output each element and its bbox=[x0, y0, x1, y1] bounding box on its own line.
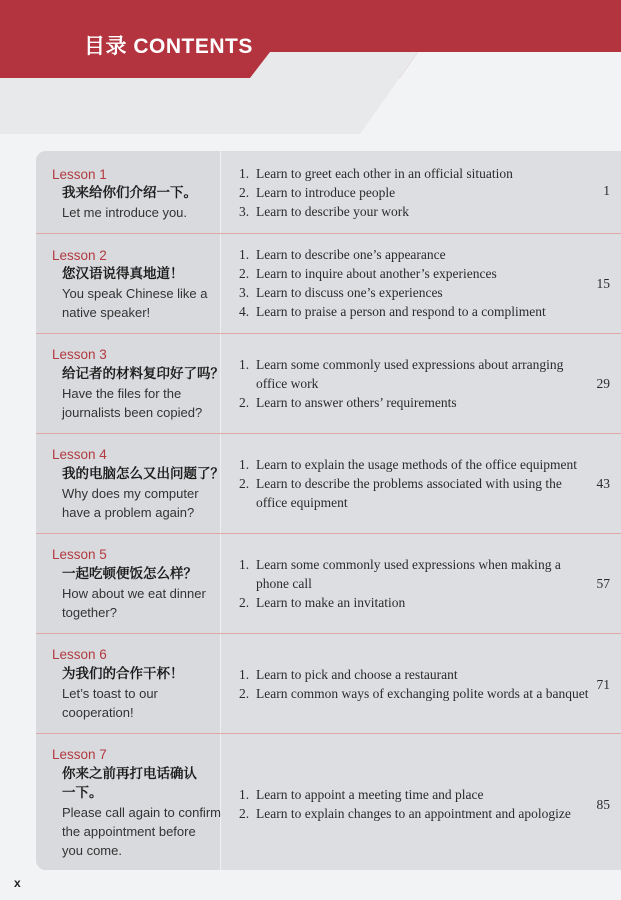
objective-item bbox=[239, 302, 594, 321]
lesson-title-cn-line: 为我们的合作干杯！ bbox=[62, 666, 184, 682]
lesson-title-en bbox=[62, 584, 206, 622]
objective-number: 3. bbox=[239, 204, 250, 219]
lesson-number: Lesson 4 bbox=[52, 447, 107, 462]
lesson-title-en-line: cooperation! bbox=[62, 705, 134, 720]
objective-item bbox=[239, 684, 594, 703]
objective-item bbox=[239, 355, 594, 374]
lesson-title-en-line: you come. bbox=[62, 843, 122, 858]
lesson-row-6[interactable] bbox=[36, 634, 621, 734]
objective-number: 2. bbox=[239, 595, 250, 610]
lesson-title-cn bbox=[62, 184, 197, 203]
lesson-title-en-line: Have the files for the bbox=[62, 386, 182, 401]
page-title-cn: 目录 bbox=[84, 35, 127, 58]
lesson-number: Lesson 7 bbox=[52, 747, 107, 762]
objective-text: Learn to describe one’s appearance bbox=[256, 247, 446, 262]
page-number: 15 bbox=[596, 276, 610, 291]
objective-number: 2. bbox=[239, 686, 250, 701]
lesson-title-cn bbox=[62, 365, 224, 384]
objective-number: 2. bbox=[239, 476, 250, 491]
lesson-title-en-line: native speaker! bbox=[62, 305, 151, 320]
lesson-title-en-line: Please call again to confirm bbox=[62, 805, 221, 820]
lesson-title-en-line: You speak Chinese like a bbox=[62, 286, 208, 301]
lesson-title-en bbox=[62, 384, 202, 422]
objective-item bbox=[239, 264, 594, 283]
footer-page-marker: x bbox=[14, 876, 21, 890]
lesson-number: Lesson 1 bbox=[52, 167, 107, 182]
page-number: 71 bbox=[596, 677, 610, 692]
lesson-title-en bbox=[62, 684, 158, 722]
objective-item bbox=[239, 593, 594, 612]
lesson-title-cn-line: 我的电脑怎么又出问题了？ bbox=[62, 466, 224, 482]
lesson-title-cn-line: 你来之前再打电话确认 bbox=[62, 766, 197, 782]
page-title-en: CONTENTS bbox=[133, 35, 253, 58]
objective-text: Learn to pick and choose a restaurant bbox=[256, 667, 458, 682]
objective-number: 1. bbox=[239, 247, 250, 262]
lesson-title-en bbox=[62, 803, 221, 860]
objective-text: Learn some commonly used expressions about arranging bbox=[256, 357, 564, 372]
objective-text: phone call bbox=[256, 576, 312, 591]
objective-item bbox=[239, 245, 594, 264]
objective-number: 1. bbox=[239, 667, 250, 682]
lesson-row-4[interactable] bbox=[36, 434, 621, 534]
objective-item bbox=[239, 183, 594, 202]
page-title bbox=[84, 30, 253, 60]
objectives-list bbox=[239, 455, 594, 512]
page-number: 1 bbox=[603, 183, 610, 198]
objective-item bbox=[239, 455, 594, 474]
objective-number: 1. bbox=[239, 357, 250, 372]
lesson-title-en-line: journalists been copied? bbox=[62, 405, 203, 420]
lesson-title-en bbox=[62, 203, 187, 222]
objective-text: office equipment bbox=[256, 495, 348, 510]
objectives-list bbox=[239, 555, 594, 612]
table-of-contents bbox=[36, 151, 621, 870]
objective-number: 2. bbox=[239, 266, 250, 281]
lesson-title-cn-line: 给记者的材料复印好了吗？ bbox=[62, 366, 224, 382]
lesson-title-en-line: have a problem again? bbox=[62, 505, 195, 520]
lesson-title-en-line: the appointment before bbox=[62, 824, 196, 839]
objective-number: 1. bbox=[239, 557, 250, 572]
lesson-title-cn bbox=[62, 765, 197, 803]
lesson-title-en bbox=[62, 284, 208, 322]
objective-item bbox=[239, 393, 594, 412]
lesson-row-1[interactable] bbox=[36, 151, 621, 234]
objective-item bbox=[239, 493, 594, 512]
lesson-title-cn bbox=[62, 465, 224, 484]
objective-item bbox=[239, 164, 594, 183]
objective-text: Learn to describe your work bbox=[256, 204, 409, 219]
objective-item bbox=[239, 574, 594, 593]
lesson-title-en-line: Let me introduce you. bbox=[62, 205, 188, 220]
objectives-list bbox=[239, 785, 594, 823]
objective-item bbox=[239, 555, 594, 574]
objectives-list bbox=[239, 665, 594, 703]
lesson-number: Lesson 3 bbox=[52, 347, 107, 362]
objective-text: Learn to describe the problems associated with using the bbox=[256, 476, 562, 491]
lesson-row-7[interactable] bbox=[36, 734, 621, 870]
objective-item bbox=[239, 785, 594, 804]
page-number: 29 bbox=[596, 376, 610, 391]
lesson-number: Lesson 5 bbox=[52, 547, 107, 562]
objective-number: 2. bbox=[239, 185, 250, 200]
objective-text: Learn to make an invitation bbox=[256, 595, 406, 610]
objective-item bbox=[239, 283, 594, 302]
objective-text: Learn common ways of exchanging polite words at a banquet bbox=[256, 686, 589, 701]
objective-item bbox=[239, 202, 594, 221]
lesson-title-en-line: How about we eat dinner bbox=[62, 586, 206, 601]
objective-text: Learn to explain the usage methods of the office equipment bbox=[256, 457, 578, 472]
objective-item bbox=[239, 374, 594, 393]
lesson-title-cn-line: 一下。 bbox=[62, 785, 103, 801]
lesson-title-cn-line: 一起吃顿便饭怎么样？ bbox=[62, 566, 197, 582]
objective-number: 1. bbox=[239, 787, 250, 802]
objective-number: 3. bbox=[239, 285, 250, 300]
lesson-row-3[interactable] bbox=[36, 334, 621, 434]
objective-text: Learn to appoint a meeting time and place bbox=[256, 787, 484, 802]
lesson-title-en bbox=[62, 484, 199, 522]
objective-text: office work bbox=[256, 376, 319, 391]
lesson-title-en-line: Why does my computer bbox=[62, 486, 199, 501]
objective-number: 2. bbox=[239, 806, 250, 821]
objective-number: 4. bbox=[239, 304, 250, 319]
lesson-title-cn bbox=[62, 565, 197, 584]
objective-text: Learn some commonly used expressions when making a bbox=[256, 557, 561, 572]
page-number: 57 bbox=[596, 576, 610, 591]
objective-text: Learn to introduce people bbox=[256, 185, 396, 200]
lesson-row-2[interactable] bbox=[36, 234, 621, 334]
lesson-title-cn-line: 您汉语说得真地道！ bbox=[62, 266, 184, 282]
objective-text: Learn to answer others’ requirements bbox=[256, 395, 457, 410]
lesson-title-cn-line: 我来给你们介绍一下。 bbox=[62, 185, 197, 201]
page-number: 43 bbox=[596, 476, 610, 491]
objective-item bbox=[239, 665, 594, 684]
lesson-title-cn bbox=[62, 665, 184, 684]
lesson-row-5[interactable] bbox=[36, 534, 621, 634]
objective-text: Learn to explain changes to an appointment and apologize bbox=[256, 806, 571, 821]
lesson-title-cn bbox=[62, 265, 184, 284]
objective-item bbox=[239, 474, 594, 493]
lesson-title-en-line: Let’s toast to our bbox=[62, 686, 158, 701]
objectives-list bbox=[239, 355, 594, 412]
header-wedge bbox=[0, 0, 621, 135]
objectives-list bbox=[239, 245, 594, 321]
objective-item bbox=[239, 804, 594, 823]
lesson-number: Lesson 6 bbox=[52, 647, 107, 662]
lesson-number: Lesson 2 bbox=[52, 248, 107, 263]
objective-number: 1. bbox=[239, 457, 250, 472]
lesson-title-en-line: together? bbox=[62, 605, 117, 620]
objective-number: 1. bbox=[239, 166, 250, 181]
objective-text: Learn to praise a person and respond to a compliment bbox=[256, 304, 546, 319]
objective-number: 2. bbox=[239, 395, 250, 410]
objective-text: Learn to discuss one’s experiences bbox=[256, 285, 443, 300]
objectives-list bbox=[239, 164, 594, 221]
objective-text: Learn to inquire about another’s experiences bbox=[256, 266, 497, 281]
objective-text: Learn to greet each other in an official situation bbox=[256, 166, 513, 181]
page-number: 85 bbox=[596, 797, 610, 812]
